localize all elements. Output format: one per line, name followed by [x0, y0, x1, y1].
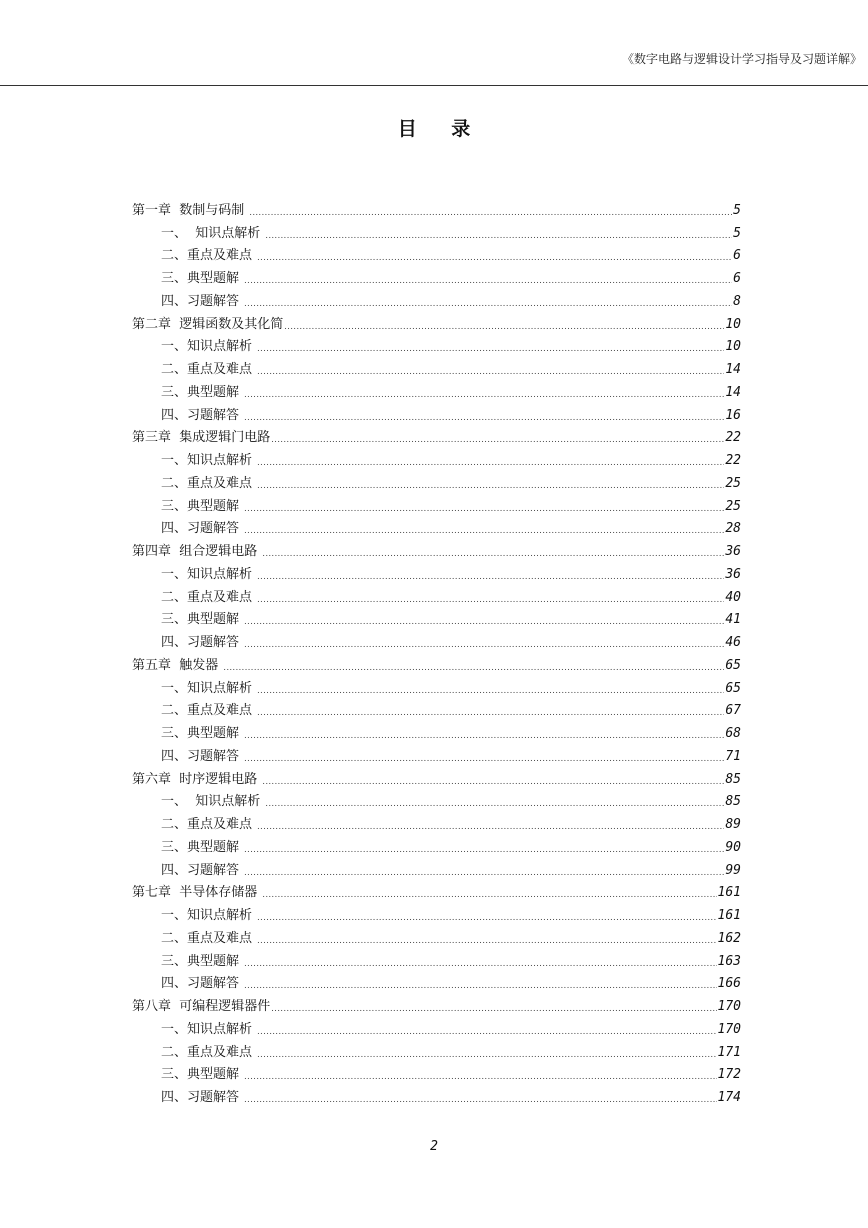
toc-entry-label: 二、重点及难点 [161, 589, 257, 605]
toc-entry-label: 四、习题解答 [161, 293, 244, 309]
toc-section-entry[interactable] [132, 606, 741, 629]
toc-dot-leader [244, 867, 724, 879]
toc-entry-label: 三、典型题解 [161, 839, 244, 855]
toc-entry-page-number: 90 [725, 839, 741, 855]
toc-entry-label: 四、习题解答 [161, 976, 244, 992]
toc-section-entry[interactable] [132, 287, 741, 310]
toc-entry-page-number: 161 [717, 908, 741, 923]
toc-dot-leader [244, 1094, 716, 1106]
toc-entry-page-number: 8 [733, 293, 741, 309]
toc-dot-leader [257, 366, 724, 378]
toc-section-entry[interactable] [132, 697, 741, 720]
toc-chapter-entry[interactable] [132, 537, 741, 560]
toc-entry-label: 第五章 触发器 [132, 657, 223, 673]
toc-entry-label: 一、知识点解析 [161, 453, 257, 468]
toc-entry-page-number: 22 [725, 430, 741, 446]
toc-chapter-entry[interactable] [132, 424, 741, 447]
toc-section-entry[interactable] [132, 1061, 741, 1084]
toc-entry-label: 二、重点及难点 [161, 930, 257, 946]
toc-dot-leader [257, 343, 724, 355]
toc-section-entry[interactable] [132, 901, 741, 924]
toc-dot-leader [244, 980, 716, 992]
toc-entry-page-number: 85 [725, 794, 741, 810]
toc-dot-leader [244, 753, 724, 765]
toc-dot-leader [244, 730, 724, 742]
toc-entry-page-number: 28 [725, 521, 741, 537]
toc-entry-page-number: 6 [733, 248, 741, 264]
toc-entry-page-number: 171 [717, 1044, 741, 1060]
toc-section-entry[interactable] [132, 788, 741, 811]
toc-section-entry[interactable] [132, 583, 741, 606]
toc-entry-label: 第一章 数制与码制 [132, 202, 249, 218]
toc-entry-label: 三、典型题解 [161, 384, 244, 400]
toc-entry-page-number: 41 [725, 612, 741, 628]
toc-entry-page-number: 161 [717, 885, 741, 901]
toc-entry-page-number: 166 [717, 976, 741, 992]
toc-entry-label: 第四章 组合逻辑电路 [132, 544, 262, 559]
toc-dot-leader [244, 389, 724, 401]
toc-entry-label: 三、典型题解 [161, 612, 244, 628]
toc-entry-page-number: 16 [725, 407, 741, 423]
toc-dot-leader [262, 548, 724, 560]
toc-entry-page-number: 14 [725, 384, 741, 400]
toc-entry-label: 四、习题解答 [161, 635, 244, 650]
toc-dot-leader [262, 776, 724, 788]
toc-dot-leader [265, 230, 732, 242]
toc-entry-page-number: 67 [725, 703, 741, 719]
toc-dot-leader [257, 594, 724, 606]
toc-dot-leader [249, 207, 732, 219]
toc-entry-label: 第三章 集成逻辑门电路 [132, 430, 271, 446]
toc-section-entry[interactable] [132, 469, 741, 492]
toc-section-entry[interactable] [132, 446, 741, 469]
toc-chapter-entry[interactable] [132, 310, 741, 333]
toc-entry-page-number: 25 [725, 498, 741, 514]
toc-entry-label: 二、重点及难点 [161, 362, 257, 377]
toc-entry-page-number: 89 [725, 817, 741, 832]
toc-entry-page-number: 85 [725, 771, 741, 787]
running-header-book-title: 《数字电路与逻辑设计学习指导及习题详解》 [621, 52, 862, 66]
toc-dot-leader [271, 434, 724, 446]
toc-section-entry[interactable] [132, 515, 741, 538]
toc-entry-page-number: 174 [717, 1090, 741, 1105]
toc-entry-page-number: 6 [733, 271, 741, 286]
toc-entry-label: 一、知识点解析 [161, 1021, 257, 1037]
toc-dot-leader [257, 1049, 716, 1061]
toc-entry-label: 三、典型题解 [161, 953, 244, 969]
toc-entry-label: 三、典型题解 [161, 498, 244, 514]
toc-dot-leader [257, 707, 724, 719]
toc-entry-page-number: 99 [725, 862, 741, 878]
toc-section-entry[interactable] [132, 970, 741, 993]
toc-entry-page-number: 10 [725, 316, 741, 332]
toc-section-entry[interactable] [132, 242, 741, 265]
toc-entry-page-number: 162 [717, 930, 741, 946]
toc-entry-label: 二、重点及难点 [161, 703, 257, 719]
toc-entry-label: 二、重点及难点 [161, 1044, 257, 1060]
toc-dot-leader [257, 935, 716, 947]
toc-dot-leader [244, 298, 732, 310]
toc-dot-leader [244, 958, 716, 970]
toc-section-entry[interactable] [132, 333, 741, 356]
toc-entry-label: 一、知识点解析 [161, 339, 257, 355]
toc-entry-label: 一、 知识点解析 [161, 794, 265, 810]
toc-dot-leader [244, 844, 724, 856]
toc-section-entry[interactable] [132, 219, 741, 242]
toc-entry-page-number: 40 [725, 589, 741, 605]
toc-entry-label: 二、重点及难点 [161, 817, 257, 832]
toc-entry-label: 二、重点及难点 [161, 475, 257, 491]
toc-dot-leader [257, 821, 724, 833]
toc-dot-leader [265, 798, 724, 810]
toc-dot-leader [284, 321, 724, 333]
toc-entry-label: 四、习题解答 [161, 407, 244, 423]
toc-entry-page-number: 65 [725, 657, 741, 673]
toc-chapter-entry[interactable] [132, 651, 741, 674]
toc-entry-page-number: 25 [725, 475, 741, 491]
page-number: 2 [430, 1139, 438, 1154]
toc-dot-leader [244, 525, 724, 537]
toc-section-entry[interactable] [132, 355, 741, 378]
toc-dot-leader [244, 639, 724, 651]
toc-dot-leader [257, 480, 724, 492]
toc-dot-leader [271, 1003, 716, 1015]
toc-chapter-entry[interactable] [132, 992, 741, 1015]
toc-section-entry[interactable] [132, 810, 741, 833]
toc-entry-label: 一、 知识点解析 [161, 225, 265, 241]
toc-section-entry[interactable] [132, 492, 741, 515]
toc-entry-page-number: 65 [725, 680, 741, 696]
toc-entry-label: 四、习题解答 [161, 862, 244, 878]
toc-section-entry[interactable] [132, 674, 741, 697]
toc-dot-leader [257, 457, 724, 469]
toc-section-entry[interactable] [132, 560, 741, 583]
toc-entry-label: 四、习题解答 [161, 748, 244, 764]
toc-section-entry[interactable] [132, 264, 741, 287]
toc-entry-label: 三、典型题解 [161, 1067, 244, 1083]
toc-entry-label: 第六章 时序逻辑电路 [132, 771, 262, 787]
toc-section-entry[interactable] [132, 628, 741, 651]
toc-entry-label: 三、典型题解 [161, 271, 244, 286]
toc-dot-leader [257, 912, 716, 924]
toc-dot-leader [257, 571, 724, 583]
toc-entry-page-number: 71 [725, 748, 741, 764]
toc-section-entry[interactable] [132, 719, 741, 742]
toc-section-entry[interactable] [132, 378, 741, 401]
toc-dot-leader [244, 616, 724, 628]
toc-chapter-entry[interactable] [132, 765, 741, 788]
toc-entry-page-number: 36 [725, 544, 741, 559]
toc-dot-leader [257, 1026, 716, 1038]
toc-entry-label: 第二章 逻辑函数及其化简 [132, 316, 284, 332]
toc-dot-leader [244, 503, 724, 515]
toc-section-entry[interactable] [132, 924, 741, 947]
toc-entry-label: 第七章 半导体存储器 [132, 885, 262, 901]
toc-entry-label: 四、习题解答 [161, 521, 244, 537]
toc-section-entry[interactable] [132, 1015, 741, 1038]
table-of-contents [132, 196, 741, 1106]
toc-chapter-entry[interactable] [132, 879, 741, 902]
toc-entry-page-number: 10 [725, 339, 741, 355]
toc-entry-page-number: 170 [717, 1021, 741, 1037]
toc-entry-page-number: 5 [733, 225, 741, 241]
toc-heading: 目 录 [397, 118, 485, 140]
toc-dot-leader [262, 889, 716, 901]
toc-dot-leader [244, 412, 724, 424]
toc-section-entry[interactable] [132, 742, 741, 765]
toc-entry-page-number: 172 [717, 1067, 741, 1083]
toc-dot-leader [244, 275, 732, 287]
toc-chapter-entry[interactable] [132, 196, 741, 219]
toc-entry-page-number: 22 [725, 453, 741, 468]
toc-dot-leader [257, 252, 732, 264]
toc-entry-page-number: 170 [717, 999, 741, 1014]
toc-section-entry[interactable] [132, 833, 741, 856]
toc-entry-page-number: 68 [725, 726, 741, 741]
toc-dot-leader [257, 685, 724, 697]
toc-section-entry[interactable] [132, 856, 741, 879]
toc-entry-label: 三、典型题解 [161, 726, 244, 741]
toc-entry-page-number: 46 [725, 635, 741, 650]
toc-entry-label: 一、知识点解析 [161, 680, 257, 696]
toc-entry-label: 四、习题解答 [161, 1090, 244, 1105]
toc-entry-page-number: 14 [725, 362, 741, 377]
toc-section-entry[interactable] [132, 947, 741, 970]
header-divider [0, 85, 868, 86]
toc-entry-label: 二、重点及难点 [161, 248, 257, 264]
toc-entry-page-number: 5 [733, 202, 741, 218]
toc-entry-label: 一、知识点解析 [161, 908, 257, 923]
toc-section-entry[interactable] [132, 401, 741, 424]
toc-dot-leader [223, 662, 724, 674]
toc-entry-label: 一、知识点解析 [161, 566, 257, 582]
toc-entry-page-number: 36 [725, 566, 741, 582]
toc-section-entry[interactable] [132, 1038, 741, 1061]
toc-entry-page-number: 163 [717, 953, 741, 969]
toc-section-entry[interactable] [132, 1083, 741, 1106]
toc-dot-leader [244, 1071, 716, 1083]
toc-entry-label: 第八章 可编程逻辑器件 [132, 999, 271, 1014]
